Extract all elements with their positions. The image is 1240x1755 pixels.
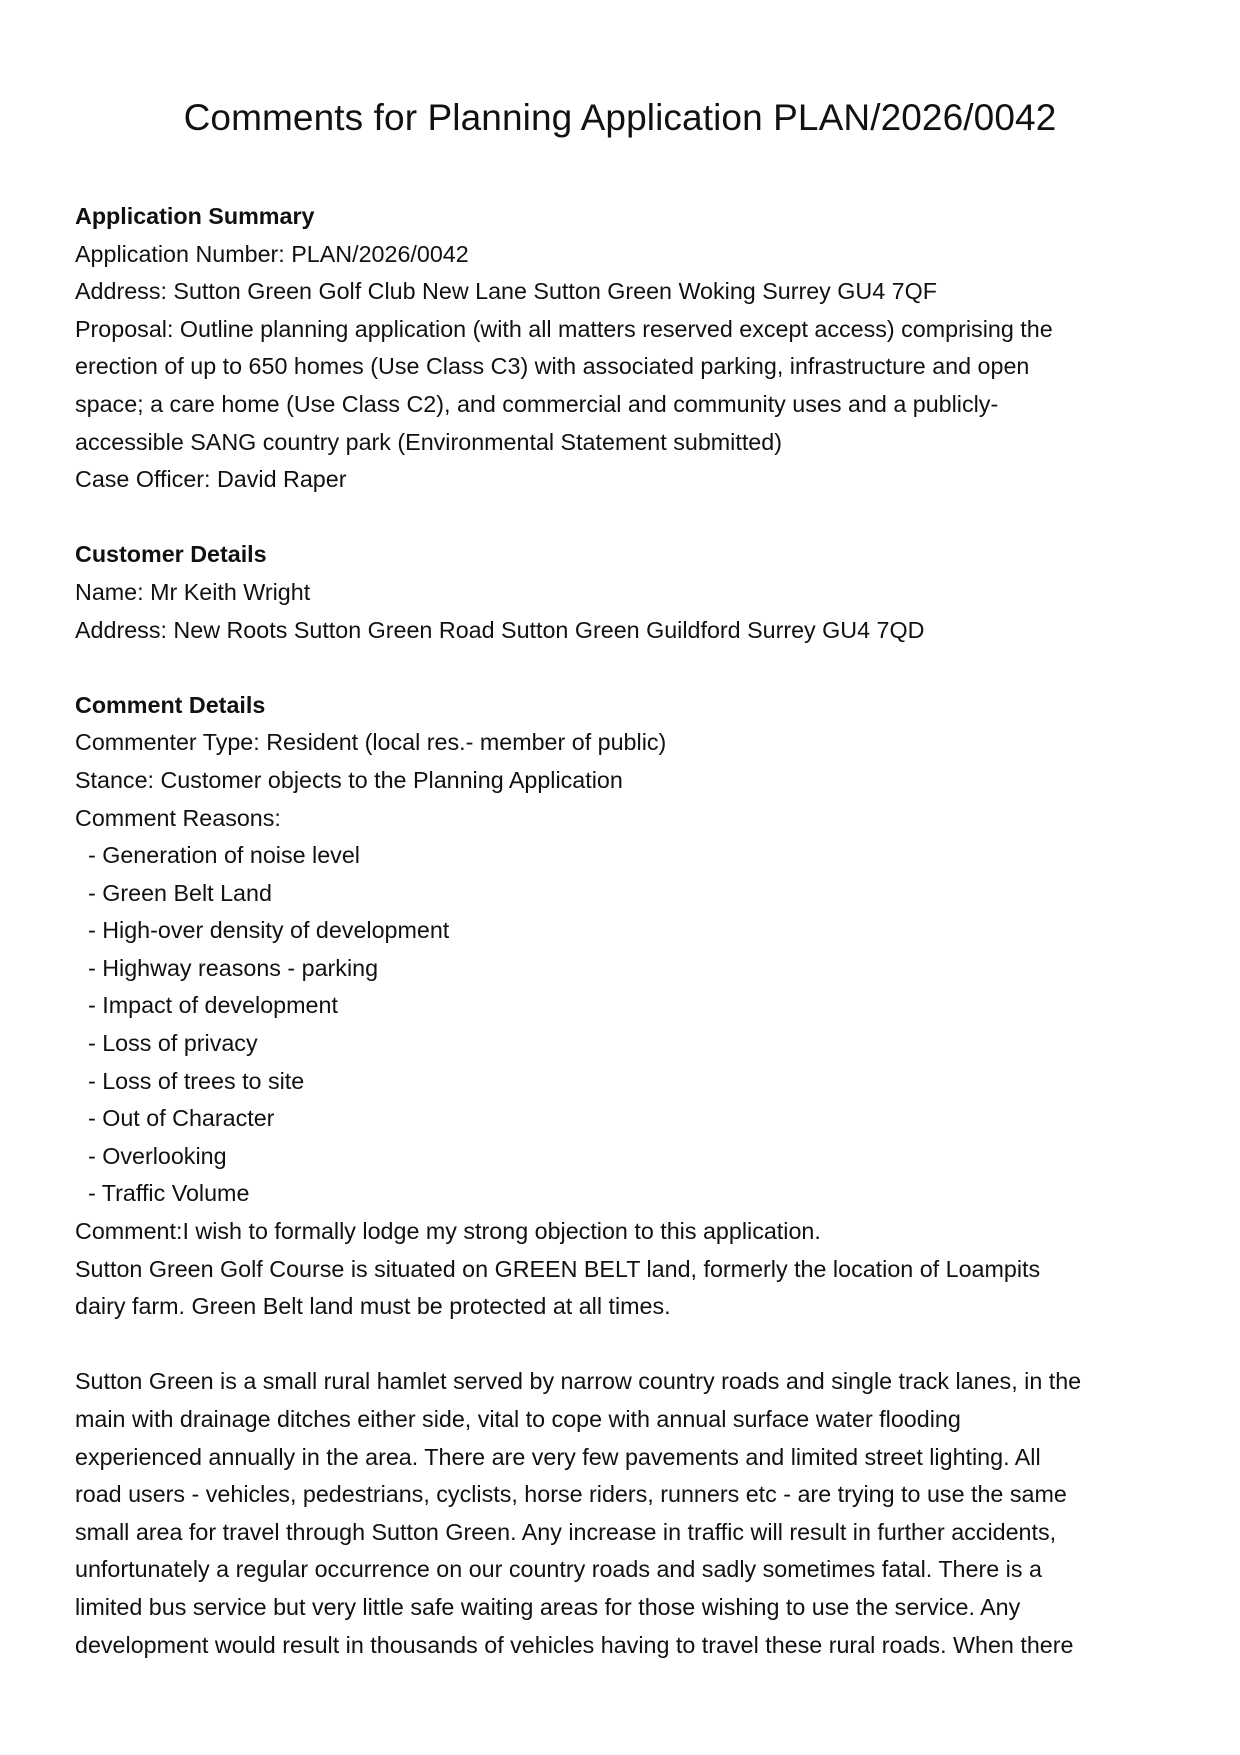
comment-paragraph-line: road users - vehicles, pedestrians, cyclists, horse riders, runners etc - are trying to use the same xyxy=(75,1481,1067,1508)
comment-paragraph-line: experienced annually in the area. There are very few pavements and limited street lighting. All xyxy=(75,1443,1041,1470)
comment-paragraph-line: development would result in thousands of vehicles having to travel these rural roads. When there xyxy=(75,1631,1074,1658)
comment-paragraph-line: Sutton Green is a small rural hamlet served by narrow country roads and single track lanes, in the xyxy=(75,1368,1082,1395)
list-item: - Overlooking xyxy=(88,1142,227,1169)
section-spacer xyxy=(75,499,1175,537)
customer-details-section xyxy=(75,536,1175,649)
application-summary-section xyxy=(75,198,1175,499)
list-item: - Loss of trees to site xyxy=(88,1067,305,1094)
proposal-line: space; a care home (Use Class C2), and commercial and community uses and a publicly- xyxy=(75,390,999,417)
list-item: - Green Belt Land xyxy=(88,879,272,906)
comment-details-heading: Comment Details xyxy=(75,691,266,718)
document-body xyxy=(75,198,1175,1664)
comment-line: Sutton Green Golf Course is situated on GREEN BELT land, formerly the location of Loampits xyxy=(75,1255,1041,1282)
proposal-line: accessible SANG country park (Environmental Statement submitted) xyxy=(75,428,782,455)
customer-address: Address: New Roots Sutton Green Road Sutton Green Guildford Surrey GU4 7QD xyxy=(75,616,925,643)
application-number: Application Number: PLAN/2026/0042 xyxy=(75,240,469,267)
application-summary-heading: Application Summary xyxy=(75,203,315,229)
section-spacer xyxy=(75,649,1175,687)
comment-paragraph-line: limited bus service but very little safe waiting areas for those wishing to use the service. Any xyxy=(75,1593,1021,1620)
customer-name: Name: Mr Keith Wright xyxy=(75,578,311,605)
list-item: - Traffic Volume xyxy=(88,1180,250,1207)
application-address: Address: Sutton Green Golf Club New Lane Sutton Green Woking Surrey GU4 7QF xyxy=(75,278,937,305)
commenter-type: Commenter Type: Resident (local res.- member of public) xyxy=(75,729,667,756)
list-item: - Highway reasons - parking xyxy=(88,954,379,981)
comment-paragraph-line: unfortunately a regular occurrence on our country roads and sadly sometimes fatal. There is a xyxy=(75,1556,1042,1583)
proposal-line: erection of up to 650 homes (Use Class C3) with associated parking, infrastructure and open xyxy=(75,353,1030,380)
list-item: - Generation of noise level xyxy=(88,842,360,869)
list-item: - Impact of development xyxy=(88,992,338,1019)
case-officer: Case Officer: David Raper xyxy=(75,466,347,493)
comment-reasons-list xyxy=(75,837,1175,1213)
customer-details-heading: Customer Details xyxy=(75,541,267,568)
page-title: Comments for Planning Application PLAN/2026/0042 xyxy=(183,97,1057,138)
comment-details-section xyxy=(75,687,1175,1664)
comment-line: Comment:I wish to formally lodge my strong objection to this application. xyxy=(75,1218,821,1245)
list-item: - Out of Character xyxy=(88,1105,275,1132)
comment-reasons-label: Comment Reasons: xyxy=(75,804,281,831)
comment-paragraph-line: main with drainage ditches either side, vital to cope with annual surface water flooding xyxy=(75,1406,961,1432)
comment-paragraph-line: small area for travel through Sutton Green. Any increase in traffic will result in further accidents, xyxy=(75,1518,1057,1545)
comment-line: dairy farm. Green Belt land must be protected at all times. xyxy=(75,1293,671,1320)
proposal-line: Proposal: Outline planning application (with all matters reserved except access) comprising the xyxy=(75,315,1053,342)
stance: Stance: Customer objects to the Planning Application xyxy=(75,766,623,793)
paragraph-spacer xyxy=(75,1326,1175,1364)
list-item: - Loss of privacy xyxy=(88,1030,258,1057)
list-item: - High-over density of development xyxy=(88,917,450,944)
